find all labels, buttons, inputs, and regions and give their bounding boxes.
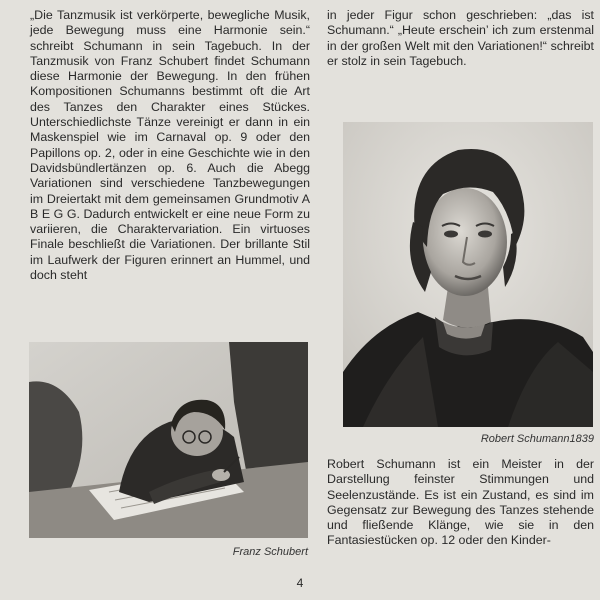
schumann-portrait-drawing xyxy=(343,122,593,427)
schubert-drawing xyxy=(29,342,308,538)
schubert-caption: Franz Schubert xyxy=(232,546,308,558)
right-column-top-text xyxy=(327,8,594,69)
schumann-caption: Robert Schumann1839 xyxy=(480,433,594,445)
schumann-portrait-image xyxy=(343,122,593,427)
right-paragraph-top: in jeder Figur schon geschrieben: „das ist Schumann.“ „Heute erschein’ ich zum erstenmal in der großen Welt mit den Variationen!“ schreibt er stolz in sein Tagebuch. xyxy=(327,8,594,68)
right-column-bottom-text xyxy=(327,457,594,549)
left-paragraph: „Die Tanzmusik ist verkörperte, bewegliche Musik, jede Bewegung muss eine Harmonie sein.“ schreibt Schumann in sein Tagebuch. In der Tanzmusik von Franz Schubert findet Schumann diese Harmonie der Bewegung. In den frühen Kompositionen Schumanns bestimmt oft die Art des Tanzes den Charakter eines Stückes. Unterschiedlichste Tänze vereinigt er dann in ein Maskenspiel wie im Carnaval op. 9 oder den Papillons op. 2, oder in eine Geschichte wie in den Davidsbündlertänzen op. 6. Auch die Abegg Variationen sind verschiedene Tanzbewegungen im Dreiertakt mit dem gemeinsamen Grundmotiv A B E G G. Dadurch entwickelt er eine neue Form zu variieren, die Charaktervariation. Ein virtuoses Finale beschließt die Variationen. Der brillante Stil im Laufwerk der Figuren erinnert an Hummel, und doch steht xyxy=(30,8,310,283)
schubert-drawing-image xyxy=(29,342,308,538)
right-paragraph-bottom: Robert Schumann ist ein Meister in der Darstellung feinster Stimmungen und Seelenzustände. Es ist ein Zustand, es sind im Gegensatz zur Bewegung des Tanzes stehende und fließende Klänge, wie sie in den Fantasiestücken op. 12 oder den Kinder- xyxy=(327,457,594,548)
left-column-text xyxy=(30,8,310,283)
page-number: 4 xyxy=(296,576,304,590)
